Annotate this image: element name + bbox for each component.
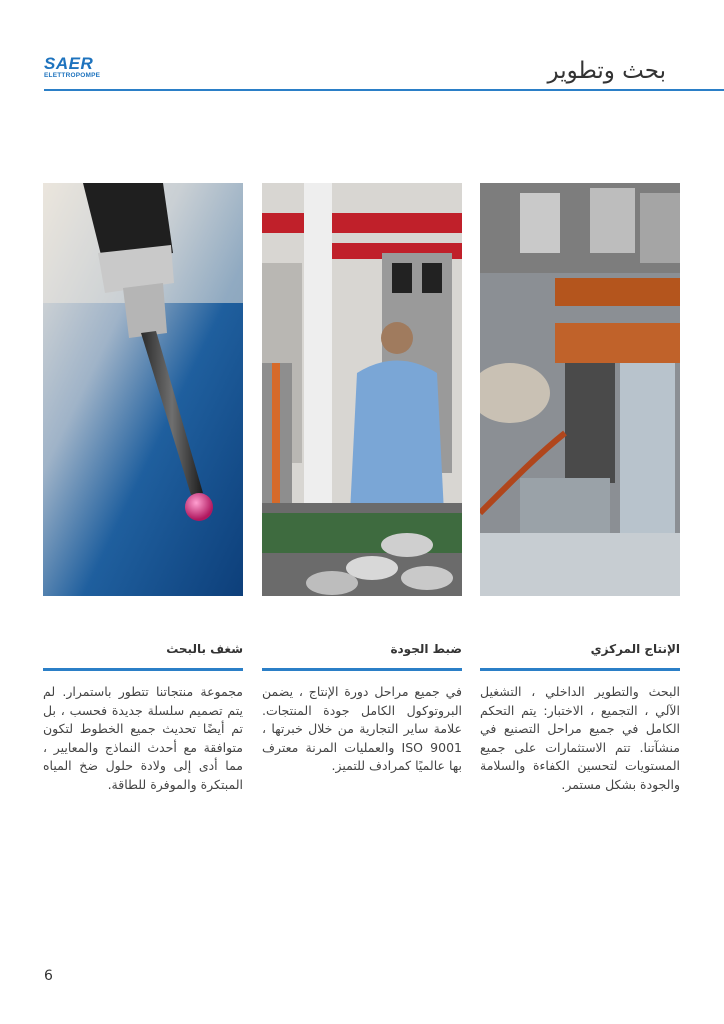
quality-control-photo bbox=[262, 183, 462, 596]
central-production-photo bbox=[480, 183, 680, 596]
column-research-passion bbox=[43, 636, 243, 794]
page-title: بحث وتطوير bbox=[547, 58, 666, 84]
research-probe-photo bbox=[43, 183, 243, 596]
column-body: في جميع مراحل دورة الإنتاج ، يضمن البروتوكول الكامل جودة المنتجات. علامة ساير التجارية من خلال خبرتها ، ISO 9001 والعمليات المرنة معترف بها عالميًا كمرادف للتميز. bbox=[262, 684, 462, 773]
column-heading: شغف بالبحث bbox=[166, 642, 243, 656]
column-heading: الإنتاج المركزي bbox=[590, 642, 680, 656]
column-heading: ضبط الجودة bbox=[390, 642, 462, 656]
column-body: البحث والتطوير الداخلي ، التشغيل الآلي ، التجميع ، الاختبار: يتم التحكم الكامل في جميع مراحل التصنيع في منشآتنا. تتم الاستثمارات على جميع المستويات لتحسين الكفاءة والسلامة والجودة بشكل مستمر. bbox=[480, 684, 680, 792]
column-divider bbox=[480, 668, 680, 671]
logo-wordmark: SAER bbox=[44, 54, 94, 73]
column-divider bbox=[262, 668, 462, 671]
column-divider bbox=[43, 668, 243, 671]
page-number: 6 bbox=[44, 968, 53, 984]
saer-logo bbox=[44, 56, 106, 80]
logo-subtitle: ELETTROPOMPE bbox=[44, 72, 101, 79]
header-divider bbox=[44, 89, 724, 91]
column-quality-control bbox=[262, 636, 462, 776]
column-body: مجموعة منتجاتنا تتطور باستمرار. لم يتم تصميم سلسلة جديدة فحسب ، بل تم أيضًا تحديث جميع الخطوط لتكون متوافقة مع أحدث النماذج والمعايير ، مما أدى إلى ولادة حلول ضخ المياه المبتكرة والموفرة للطاقة. bbox=[43, 684, 243, 792]
column-central-production bbox=[480, 636, 680, 794]
